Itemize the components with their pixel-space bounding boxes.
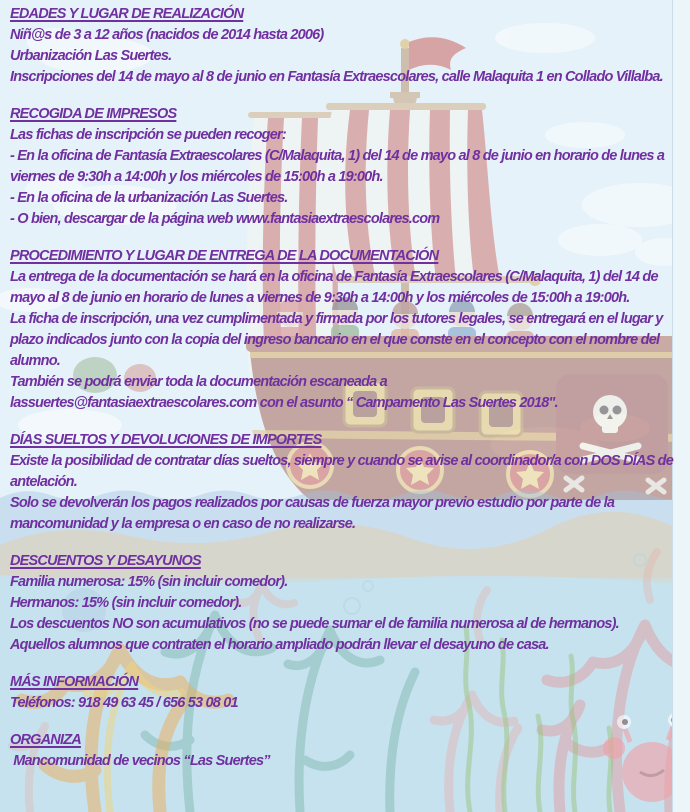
section-descuentos bbox=[10, 551, 684, 656]
section-dias-sueltos bbox=[10, 430, 684, 535]
paragraph: Mancomunidad de vecinos “Las Suertes” bbox=[10, 753, 270, 769]
paragraph: Las fichas de inscripción se pueden recoger: bbox=[10, 127, 286, 143]
section-edades bbox=[10, 4, 684, 88]
paragraph: Solo se devolverán los pagos realizados por causas de fuerza mayor previo estudio por parte de la mancomunidad y la empresa o en caso de no realizarse. bbox=[10, 495, 618, 532]
paragraph: Existe la posibilidad de contratar días sueltos, siempre y cuando se avise al coordinador/a con DOS DÍAS de antelación. bbox=[10, 453, 677, 490]
section-heading: ORGANIZA bbox=[10, 732, 81, 748]
section-recogida bbox=[10, 104, 684, 230]
paragraph: Inscripciones del 14 de mayo al 8 de junio en Fantasía Extraescolares, calle Malaquita 1 en Collado Villalba. bbox=[10, 69, 663, 85]
paragraph: - En la oficina de la urbanización Las Suertes. bbox=[10, 190, 288, 206]
paragraph: Niñ@s de 3 a 12 años (nacidos de 2014 hasta 2006) bbox=[10, 27, 324, 43]
paragraph: Los descuentos NO son acumulativos (no se puede sumar el de familia numerosa al de hermanos). bbox=[10, 616, 619, 632]
paragraph: La entrega de la documentación se hará en la oficina de Fantasía Extraescolares (C/Malaquita, 1) del 14 de mayo al 8 de junio en horario de lunes a viernes de 9:30h a 14:00h y los miércoles de 15:00h a 19:00h. bbox=[10, 269, 661, 306]
paragraph: Hermanos: 15% (sin incluir comedor). bbox=[10, 595, 242, 611]
section-heading: RECOGIDA DE IMPRESOS bbox=[10, 106, 177, 122]
paragraph: Familia numerosa: 15% (sin incluir comedor). bbox=[10, 574, 288, 590]
section-heading: EDADES Y LUGAR DE REALIZACIÓN bbox=[10, 6, 244, 22]
section-heading: MÁS INFORMACIÓN bbox=[10, 674, 139, 690]
section-organiza bbox=[10, 730, 684, 772]
paragraph: Teléfonos: 918 49 63 45 / 656 53 08 01 bbox=[10, 695, 238, 711]
section-mas-informacion bbox=[10, 672, 684, 714]
paragraph: Aquellos alumnos que contraten el horario ampliado podrán llevar el desayuno de casa. bbox=[10, 637, 549, 653]
paragraph: - En la oficina de Fantasía Extraescolares (C/Malaquita, 1) del 14 de mayo al 8 de junio en horario de lunes a viernes de 9:30h a 14:00h y los miércoles de 15:00h a 19:00h. bbox=[10, 148, 668, 185]
paragraph: - O bien, descargar de la página web www.fantasiaextraescolares.com bbox=[10, 211, 440, 227]
paragraph: lassuertes@fantasiaextraescolares.com con el asunto “ Campamento Las Suertes 2018". bbox=[10, 395, 558, 411]
paragraph: También se podrá enviar toda la documentación escaneada a bbox=[10, 374, 387, 390]
section-heading: PROCEDIMIENTO Y LUGAR DE ENTREGA DE LA DOCUMENTACIÓN bbox=[10, 248, 439, 264]
section-procedimiento bbox=[10, 246, 684, 414]
paragraph: La ficha de inscripción, una vez cumplimentada y firmada por los tutores legales, se entregará en el lugar y plazo indicados junto con la copia del ingreso bancario en el que conste en el concepto con el nombre del alumno. bbox=[10, 311, 666, 369]
section-heading: DESCUENTOS Y DESAYUNOS bbox=[10, 553, 201, 569]
section-heading: DÍAS SUELTOS Y DEVOLUCIONES DE IMPORTES bbox=[10, 432, 322, 448]
paragraph: Urbanización Las Suertes. bbox=[10, 48, 172, 64]
